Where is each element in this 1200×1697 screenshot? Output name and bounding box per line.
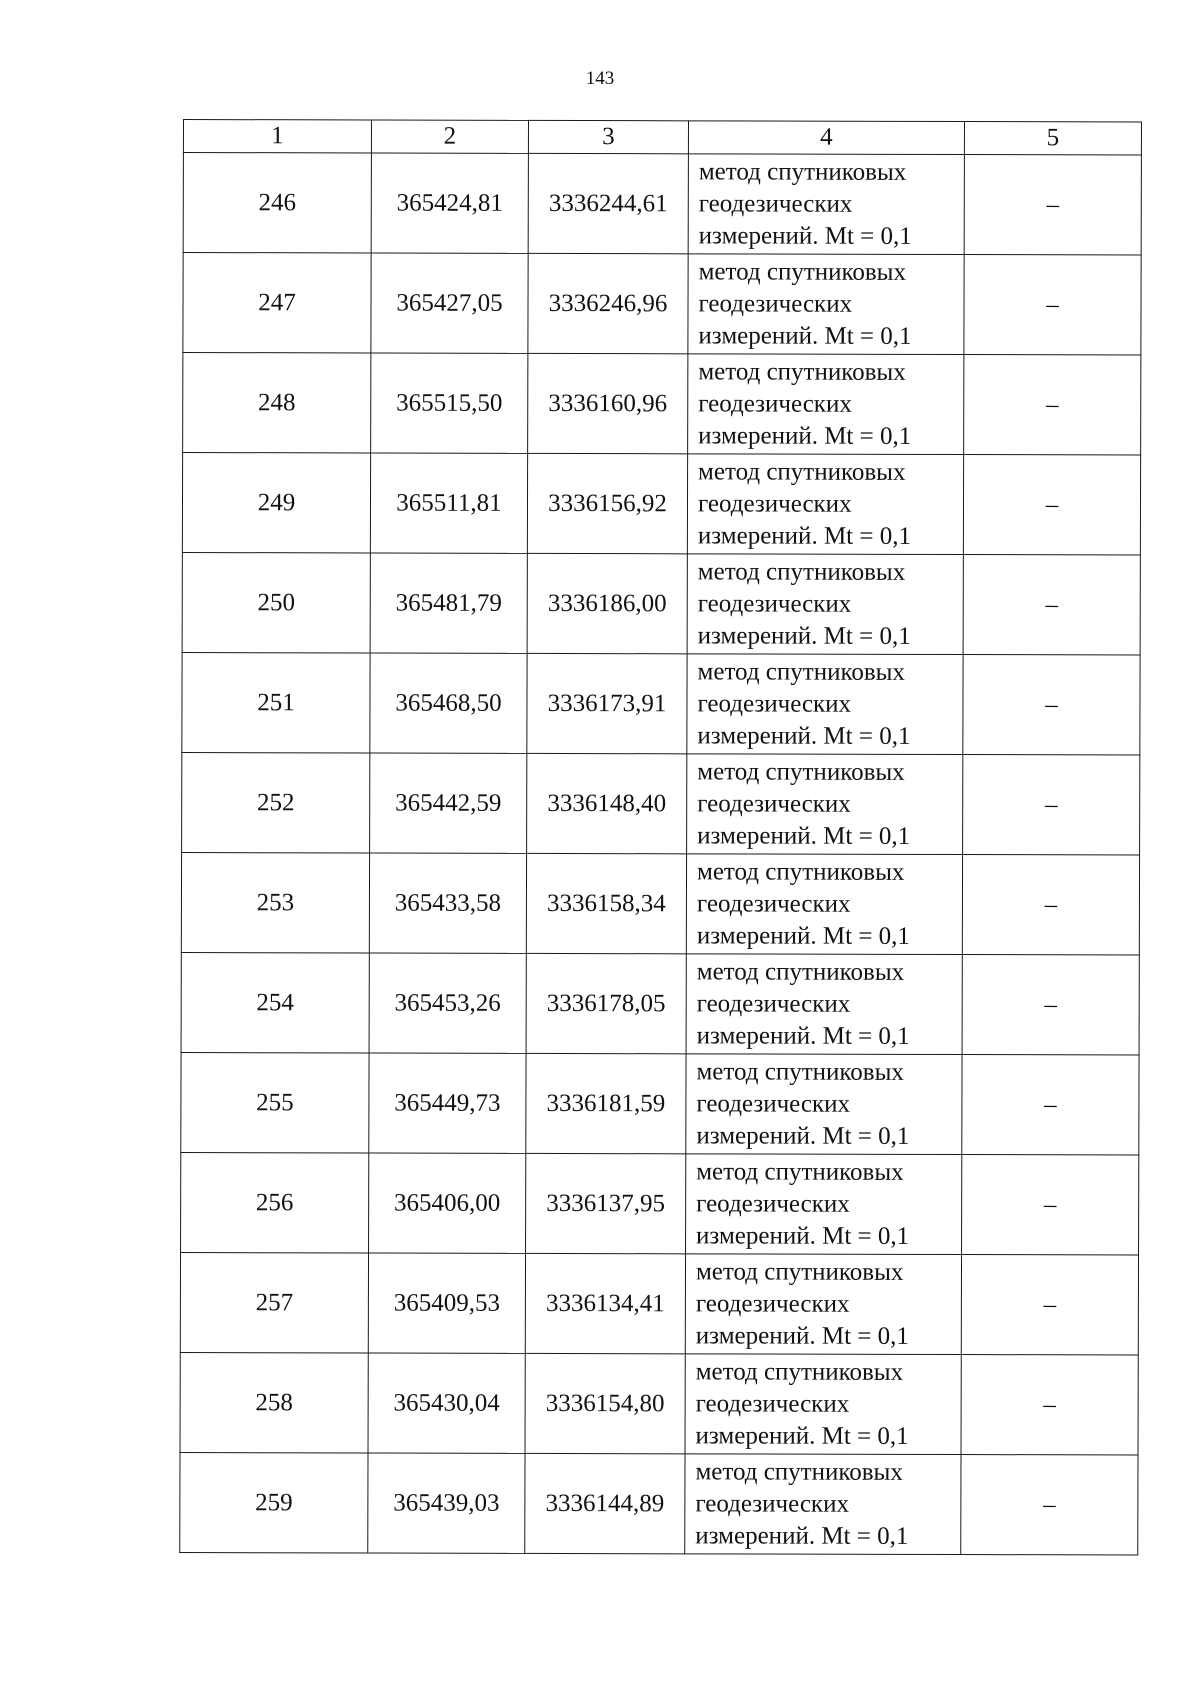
coord-x: 365511,81 [370, 453, 527, 553]
page-number: 143 [585, 68, 615, 89]
method-line-3: измерений. Mt = 0,1 [698, 221, 912, 250]
point-number: 246 [183, 153, 371, 253]
method-cell [688, 154, 964, 255]
description-cell: – [963, 755, 1140, 855]
header-col-2: 2 [371, 120, 528, 153]
method-line-3: измерений. Mt = 0,1 [695, 1321, 909, 1350]
method-cell [687, 554, 963, 655]
description-cell: – [963, 655, 1140, 755]
method-line-3: измерений. Mt = 0,1 [696, 1221, 910, 1250]
method-line-2: геодезических [697, 589, 852, 618]
description-cell: – [964, 255, 1141, 355]
method-line-2: геодезических [698, 289, 853, 318]
method-cell [686, 954, 962, 1055]
table-row [180, 1352, 1138, 1455]
method-line-2: геодезических [696, 1189, 850, 1218]
description-cell: – [964, 355, 1141, 455]
point-number: 251 [182, 652, 370, 752]
coordinates-table [179, 119, 1142, 1556]
method-line-3: измерений. Mt = 0,1 [695, 1421, 909, 1450]
method-cell [686, 1054, 962, 1155]
method-line-3: измерений. Mt = 0,1 [697, 821, 911, 850]
coord-x: 365439,03 [368, 1453, 525, 1553]
coord-x: 365453,26 [369, 953, 526, 1053]
coord-y: 3336134,41 [525, 1253, 685, 1353]
method-line-1: метод спутниковых [696, 1157, 904, 1186]
method-line-3: измерений. Mt = 0,1 [698, 421, 912, 450]
method-line-2: геодезических [695, 1289, 850, 1318]
coord-x: 365433,58 [369, 853, 526, 953]
table-row [182, 453, 1140, 556]
coord-y: 3336137,95 [526, 1153, 686, 1253]
method-line-2: геодезических [696, 989, 851, 1018]
method-line-3: измерений. Mt = 0,1 [696, 1021, 910, 1050]
method-cell [685, 1454, 961, 1555]
header-row [183, 120, 1141, 156]
point-number: 256 [181, 1152, 369, 1252]
coord-y: 3336246,96 [528, 253, 688, 353]
table-row [182, 752, 1140, 855]
header-col-5: 5 [964, 122, 1141, 155]
method-line-3: измерений. Mt = 0,1 [695, 1521, 909, 1550]
table-header [183, 120, 1141, 156]
method-cell [687, 754, 963, 855]
coord-y: 3336178,05 [526, 953, 686, 1053]
point-number: 257 [180, 1252, 368, 1352]
point-number: 248 [183, 353, 371, 453]
description-cell: – [963, 555, 1140, 655]
method-line-3: измерений. Mt = 0,1 [697, 721, 911, 750]
table-row [181, 852, 1139, 955]
method-line-3: измерений. Mt = 0,1 [697, 521, 912, 550]
coord-x: 365427,05 [371, 253, 528, 353]
method-line-1: метод спутниковых [696, 857, 905, 886]
coord-y: 3336181,59 [526, 1053, 686, 1153]
method-line-2: геодезических [695, 1489, 850, 1518]
method-line-2: геодезических [698, 189, 853, 218]
point-number: 253 [181, 852, 369, 952]
method-line-1: метод спутниковых [695, 1357, 904, 1386]
point-number: 259 [180, 1452, 368, 1552]
coord-y: 3336160,96 [528, 353, 688, 453]
method-line-3: измерений. Mt = 0,1 [697, 621, 911, 650]
coord-x: 365481,79 [370, 553, 527, 653]
method-line-1: метод спутниковых [697, 557, 906, 586]
method-cell [687, 654, 963, 755]
coord-x: 365409,53 [368, 1253, 525, 1353]
method-line-3: измерений. Mt = 0,1 [698, 321, 912, 350]
method-cell [686, 1154, 962, 1255]
coord-y: 3336158,34 [526, 853, 686, 953]
point-number: 247 [183, 253, 371, 353]
method-line-2: геодезических [696, 1089, 851, 1118]
table-row [180, 1452, 1138, 1555]
table-row [182, 652, 1140, 755]
method-line-1: метод спутниковых [695, 1257, 904, 1286]
table-row [180, 1252, 1138, 1355]
description-cell: – [962, 1055, 1139, 1155]
method-cell [688, 254, 964, 355]
description-cell: – [961, 1355, 1138, 1455]
method-line-1: метод спутниковых [696, 957, 905, 986]
method-line-1: метод спутниковых [698, 257, 907, 286]
method-line-2: геодезических [697, 689, 852, 718]
method-line-2: геодезических [697, 489, 852, 518]
coord-x: 365430,04 [368, 1353, 525, 1453]
method-line-2: геодезических [697, 789, 851, 818]
coord-x: 365406,00 [369, 1153, 526, 1253]
coord-y: 3336173,91 [527, 653, 687, 753]
method-cell [686, 854, 962, 955]
header-col-1: 1 [183, 120, 371, 153]
description-cell: – [963, 455, 1140, 555]
header-col-4: 4 [688, 121, 964, 155]
description-cell: – [962, 955, 1139, 1055]
table-row [183, 353, 1141, 456]
coord-x: 365424,81 [371, 153, 528, 253]
description-cell: – [962, 855, 1139, 955]
method-line-3: измерений. Mt = 0,1 [696, 921, 910, 950]
description-cell: – [964, 155, 1141, 255]
table-row [181, 1152, 1139, 1255]
point-number: 252 [182, 752, 370, 852]
table-row [182, 552, 1140, 655]
coord-x: 365449,73 [369, 1053, 526, 1153]
table-row [183, 153, 1141, 256]
method-line-3: измерений. Mt = 0,1 [696, 1121, 910, 1150]
point-number: 258 [180, 1352, 368, 1452]
method-line-1: метод спутниковых [696, 1057, 904, 1086]
coord-y: 3336156,92 [527, 453, 687, 553]
point-number: 254 [181, 952, 369, 1052]
point-number: 250 [182, 552, 370, 652]
method-line-1: метод спутниковых [698, 457, 906, 486]
coord-x: 365442,59 [370, 753, 527, 853]
method-cell [687, 454, 963, 555]
method-line-1: метод спутниковых [698, 357, 906, 386]
method-line-2: геодезических [698, 389, 852, 418]
table-body [180, 153, 1142, 1556]
method-cell [688, 354, 964, 455]
description-cell: – [962, 1155, 1139, 1255]
coord-y: 3336154,80 [525, 1353, 685, 1453]
coord-y: 3336244,61 [528, 153, 688, 253]
method-line-2: геодезических [695, 1389, 850, 1418]
coord-y: 3336148,40 [527, 753, 687, 853]
header-col-3: 3 [528, 120, 688, 153]
description-cell: – [961, 1255, 1138, 1355]
description-cell: – [961, 1455, 1138, 1555]
point-number: 255 [181, 1052, 369, 1152]
coord-y: 3336144,89 [525, 1453, 685, 1553]
coord-y: 3336186,00 [527, 553, 687, 653]
method-line-2: геодезических [696, 889, 851, 918]
coord-x: 365515,50 [371, 353, 528, 453]
table-row [181, 1052, 1139, 1155]
method-line-1: метод спутниковых [698, 157, 907, 186]
method-cell [685, 1354, 961, 1455]
table-row [181, 952, 1139, 1055]
point-number: 249 [182, 453, 370, 553]
table-row [183, 253, 1141, 356]
method-line-1: метод спутниковых [697, 757, 905, 786]
coord-x: 365468,50 [370, 653, 527, 753]
method-line-1: метод спутниковых [697, 657, 905, 686]
method-cell [685, 1254, 961, 1355]
method-line-1: метод спутниковых [695, 1457, 903, 1486]
